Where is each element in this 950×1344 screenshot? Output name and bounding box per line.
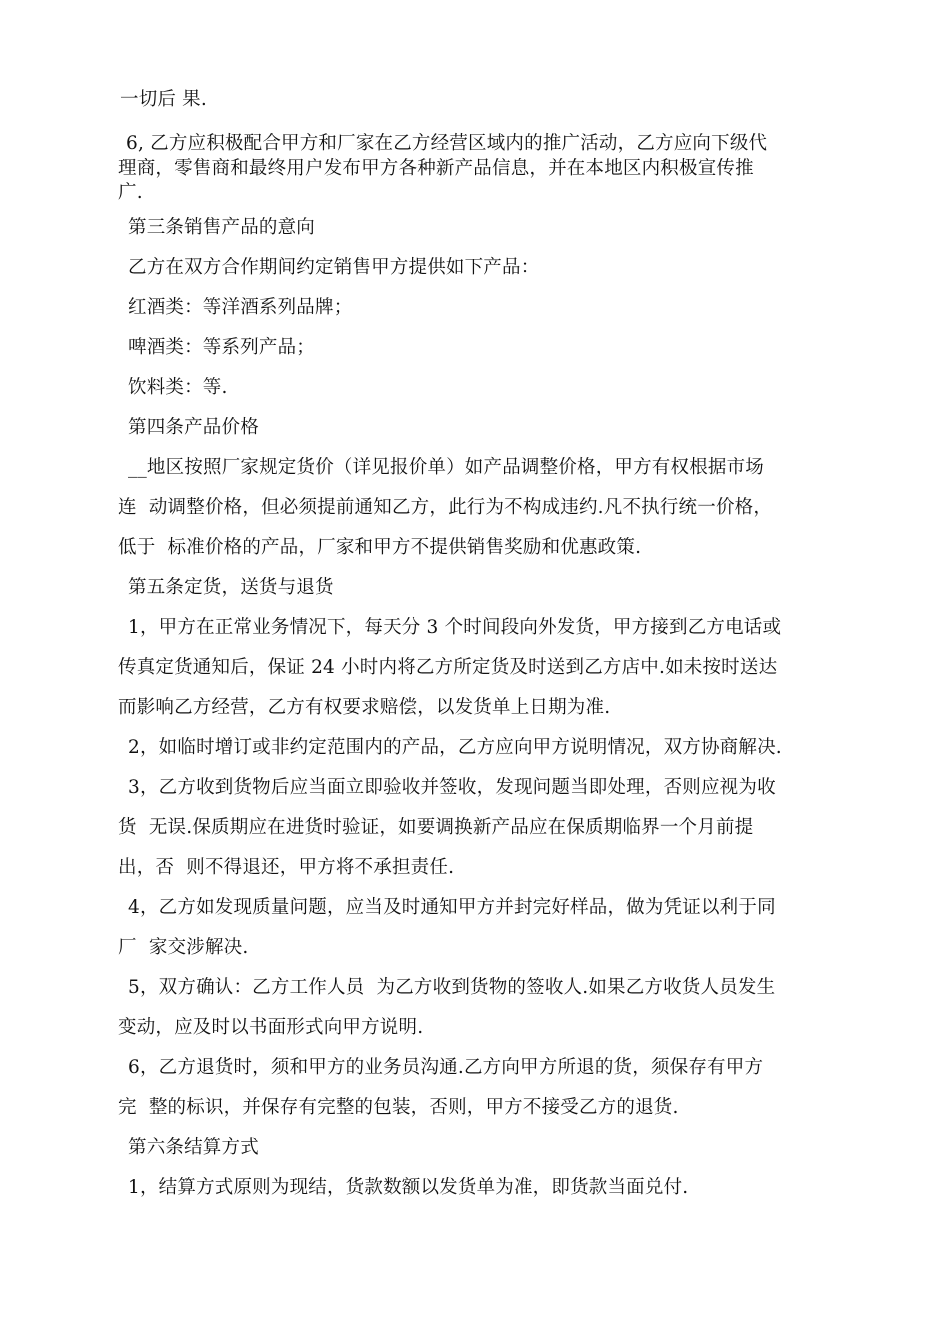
text-line: 连 动调整价格，但必须提前通知乙方，此行为不构成违约.凡不执行统一价格，: [118, 497, 773, 518]
text-line: 红酒类：等洋酒系列品牌；: [128, 297, 353, 318]
text-line: 1，结算方式原则为现结，货款数额以发货单为准，即货款当面兑付.: [128, 1177, 689, 1198]
text-line: 出，否 则不得退还，甲方将不承担责任.: [118, 857, 455, 878]
text-line: 厂 家交涉解决.: [118, 937, 249, 958]
section-heading: 第四条产品价格: [128, 417, 259, 438]
text-line: 1，甲方在正常业务情况下，每天分 3 个时间段向外发货，甲方接到乙方电话或: [128, 617, 782, 638]
text-line: 而影响乙方经营，乙方有权要求赔偿，以发货单上日期为准.: [118, 697, 611, 718]
text-line: 6, 乙方应积极配合甲方和厂家在乙方经营区域内的推广活动，乙方应向下级代: [126, 133, 768, 154]
text-line: 4，乙方如发现质量问题，应当及时通知甲方并封完好样品，做为凭证以利于同: [128, 897, 776, 918]
text-line: 3，乙方收到货物后应当面立即验收并签收，发现问题当即处理，否则应视为收: [128, 777, 776, 798]
section-heading: 第五条定货，送货与退货: [128, 577, 334, 598]
text-line: 5，双方确认：乙方工作人员 为乙方收到货物的签收人.如果乙方收货人员发生: [128, 977, 776, 998]
text-line: 一切后 果.: [120, 89, 207, 110]
text-line: 低于 标准价格的产品，厂家和甲方不提供销售奖励和优惠政策.: [118, 537, 642, 558]
text-line: 广.: [118, 182, 143, 203]
text-line: 啤酒类：等系列产品；: [128, 337, 316, 358]
text-line: 传真定货通知后，保证 24 小时内将乙方所定货及时送到乙方店中.如未按时送达: [118, 657, 778, 678]
section-heading: 第六条结算方式: [128, 1137, 259, 1158]
text-line: 完 整的标识，并保存有完整的包装，否则，甲方不接受乙方的退货.: [118, 1097, 679, 1118]
text-line: 饮料类：等.: [128, 377, 228, 398]
text-line: 乙方在双方合作期间约定销售甲方提供如下产品：: [128, 257, 540, 278]
text-line: 6，乙方退货时，须和甲方的业务员沟通.乙方向甲方所退的货，须保存有甲方: [128, 1057, 764, 1078]
text-line: 理商，零售商和最终用户发布甲方各种新产品信息，并在本地区内积极宣传推: [118, 158, 754, 179]
text-line: __地区按照厂家规定货价（详见报价单）如产品调整价格，甲方有权根据市场: [128, 457, 765, 478]
text-line: 货 无误.保质期应在进货时验证，如要调换新产品应在保质期临界一个月前提: [118, 817, 754, 838]
text-line: 2，如临时增订或非约定范围内的产品，乙方应向甲方说明情况，双方协商解决.: [128, 737, 782, 758]
section-heading: 第三条销售产品的意向: [128, 217, 316, 238]
text-line: 变动，应及时以书面形式向甲方说明.: [118, 1017, 424, 1038]
